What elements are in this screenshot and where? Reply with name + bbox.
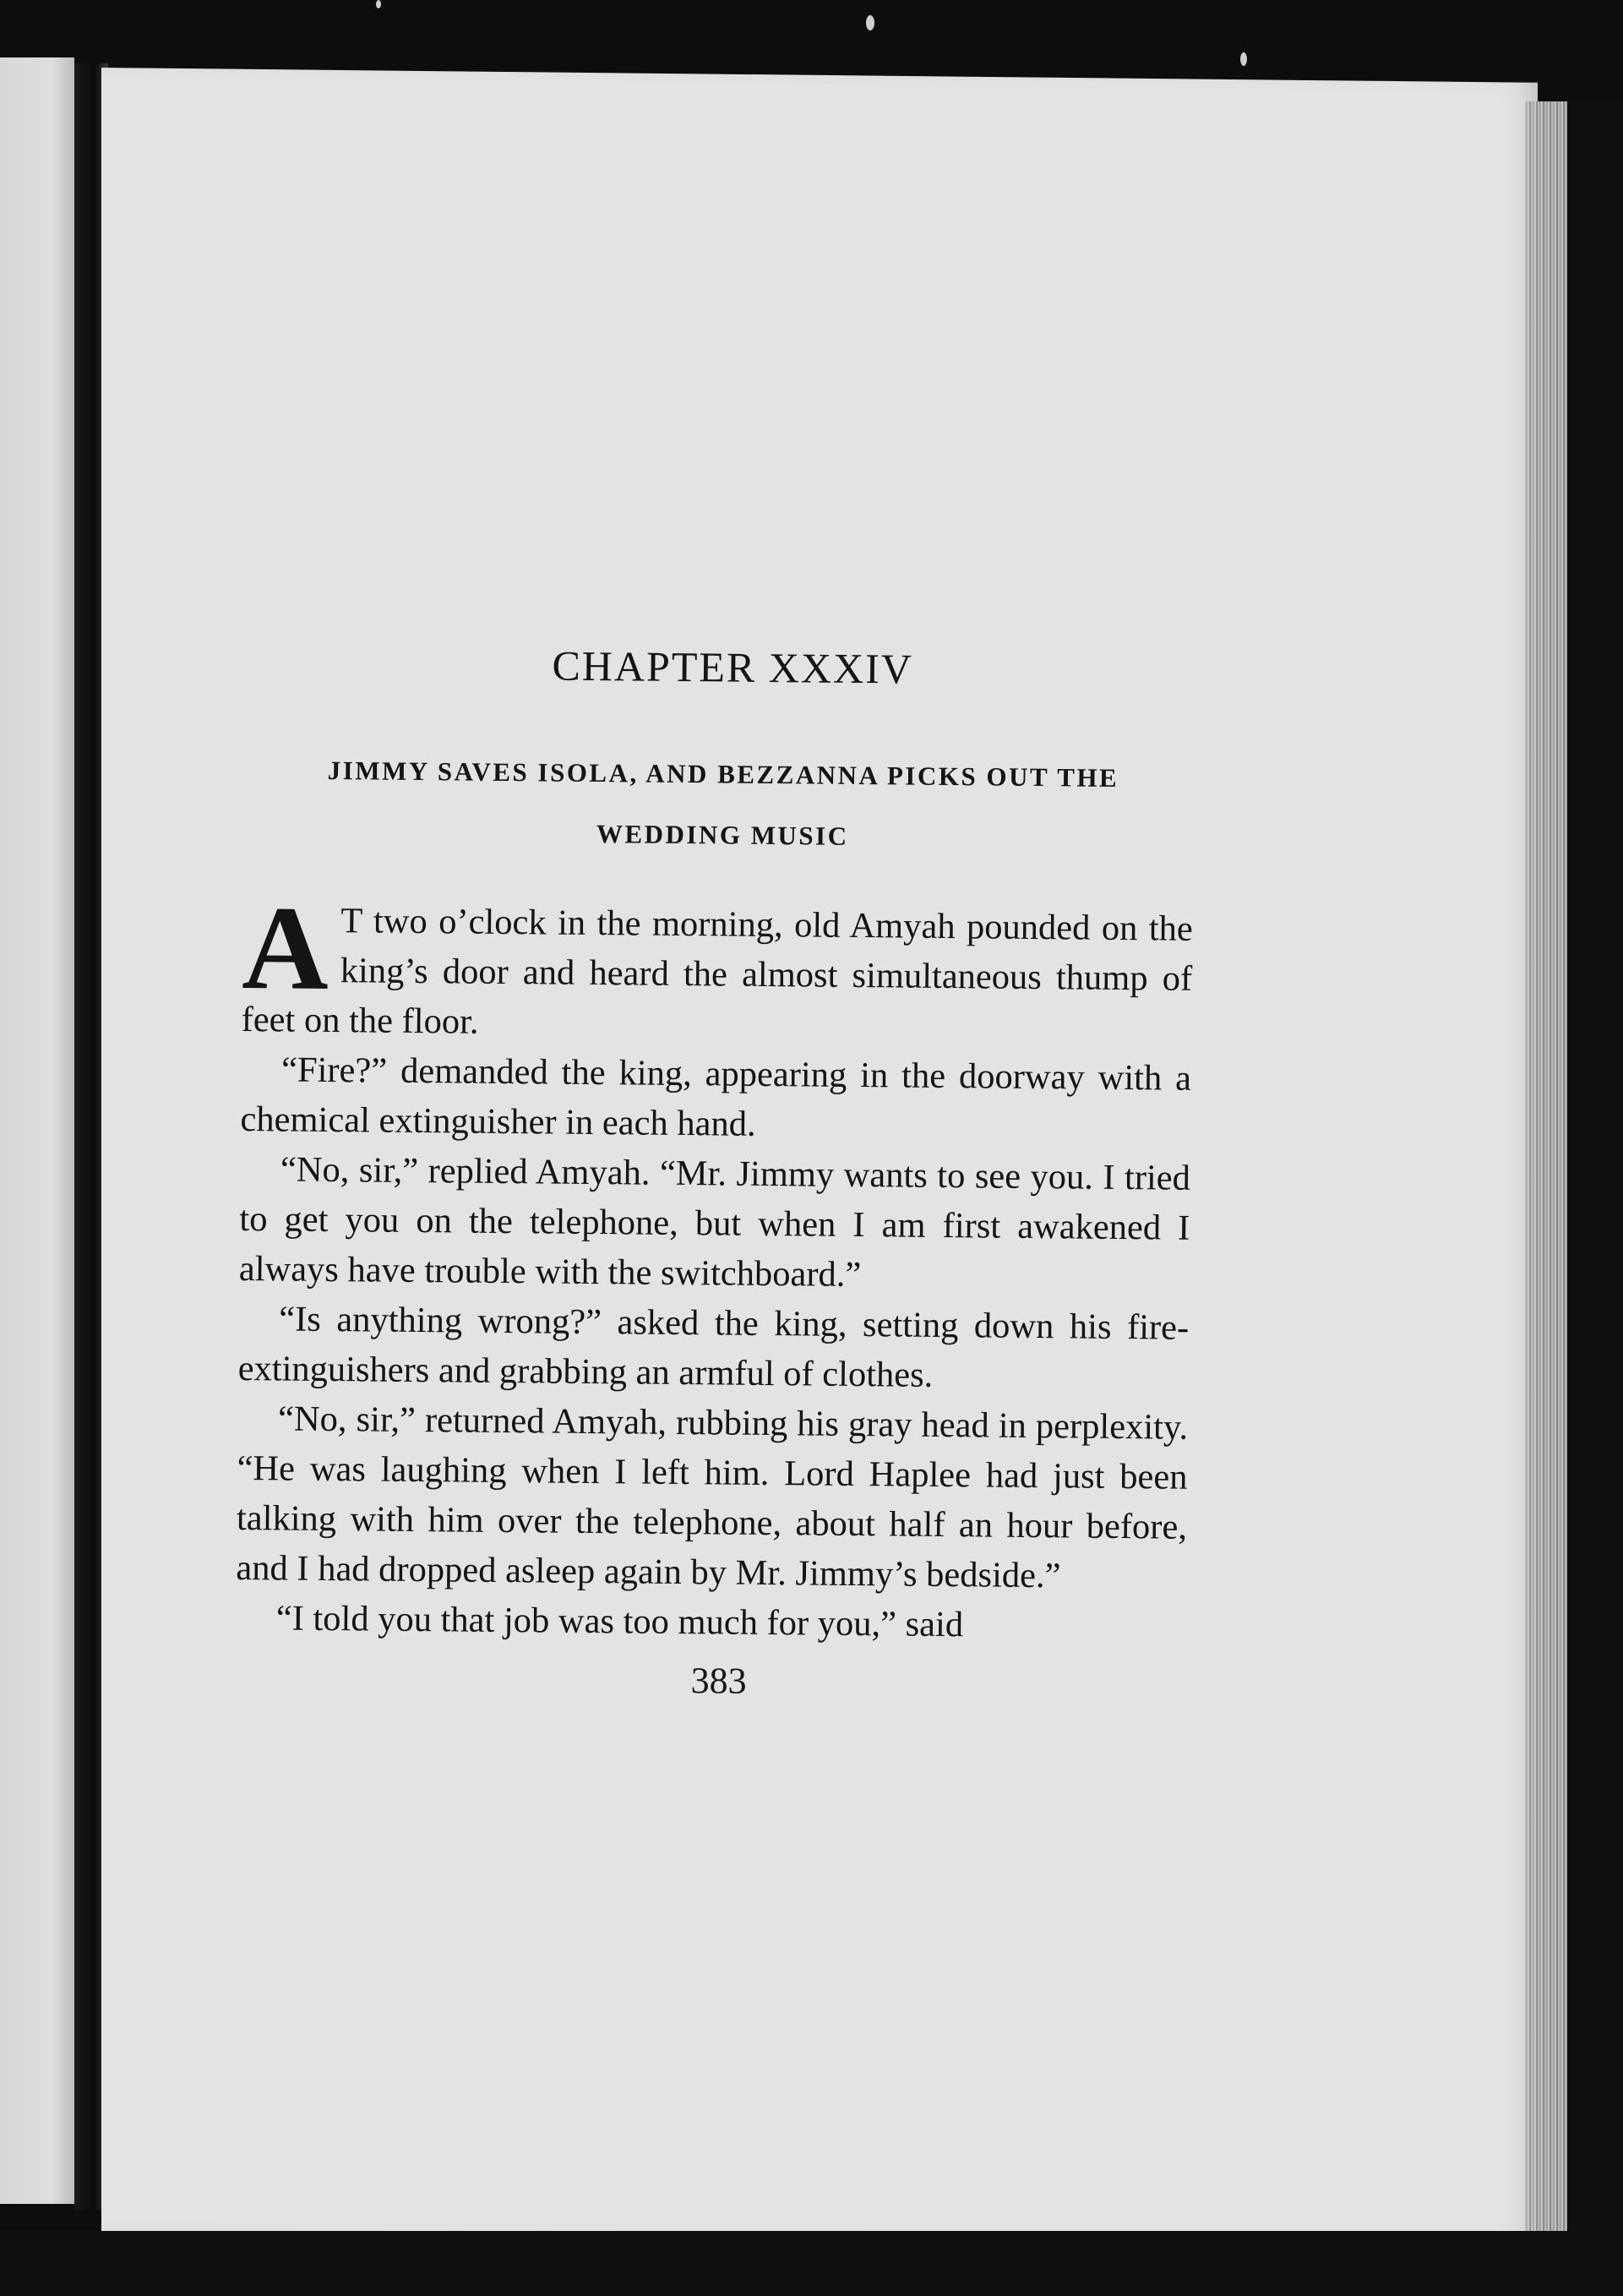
chapter-subtitle [251,739,1194,870]
chapter-title: CHAPTER XXXIV [552,641,914,693]
paragraph: “Is anything wrong?” asked the king, setting down his fire-extinguishers and grabbing an armful of clothes. [237,1299,1190,1395]
paragraph: “I told you that job was too much for you,” said [275,1598,964,1645]
paragraph: “Fire?” demanded the king, appearing in the doorway with a chemical extinguisher in each hand. [240,1050,1192,1144]
scan-speck [866,15,874,30]
body-text [236,880,1193,1652]
scan-background-bottom [0,2231,1623,2296]
scan-speck [376,0,381,8]
paragraph: “No, sir,” replied Amyah. “Mr. Jimmy wants to see you. I tried to get you on the telephone, but when I am first awakened I always have trouble with the switchboard.” [238,1149,1191,1295]
page-stack-edge [1525,101,1567,2248]
page-number: 383 [690,1660,747,1702]
paragraph: “No, sir,” returned Amyah, rubbing his gray head in perplexity. “He was laughing when I left him. Lord Haplee had just been talking with him over the telephone, about half an hour before, and I had dropped asleep again by Mr. Jimmy’s bedside.” [236,1399,1189,1596]
scan-background-right [1567,101,1623,2296]
paragraph-text: T two o’clock in the morning, old Amyah pounded on the king’s door and heard the almost simultaneous thump of feet on the floor. [241,901,1193,1042]
drop-cap: A [241,880,330,1015]
chapter-subtitle-line-1: JIMMY SAVES ISOLA, AND BEZZANNA PICKS OUT THE [327,755,1119,793]
facing-page-edge [0,57,74,2204]
chapter-subtitle-line-2: WEDDING MUSIC [596,819,849,851]
scan-speck [1240,52,1247,66]
page-content [235,638,1195,1707]
paragraph [241,880,1193,1054]
